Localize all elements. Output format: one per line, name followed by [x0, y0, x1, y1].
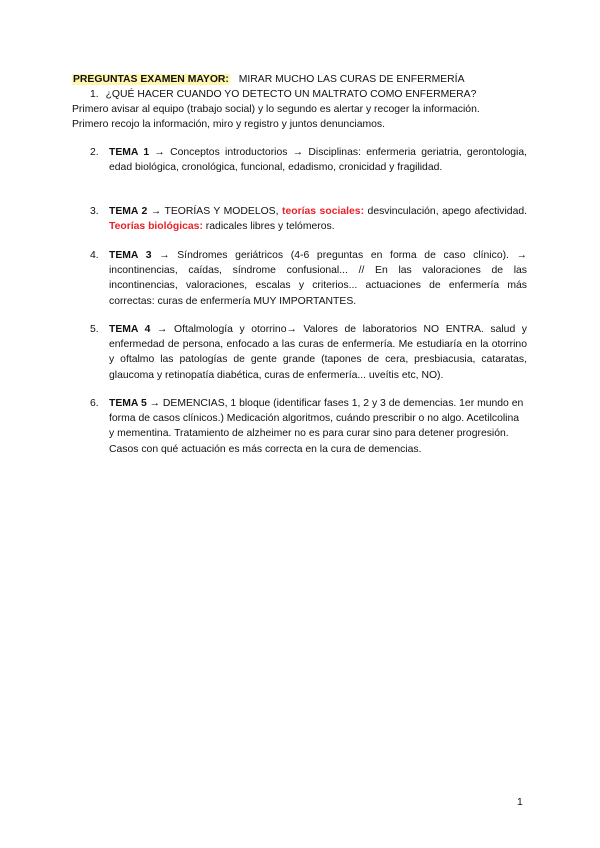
- document-title: PREGUNTAS EXAMEN MAYOR:: [73, 74, 229, 85]
- question-1-text: ¿QUÉ HACER CUANDO YO DETECTO UN MALTRATO COMO ENFERMERA?: [105, 89, 477, 100]
- item-number: 6.: [90, 398, 99, 409]
- tema-label: TEMA 1: [109, 147, 150, 158]
- question-1-number: 1.: [90, 89, 99, 100]
- tema-label: TEMA 2: [109, 206, 148, 217]
- list-item-tema-4: [90, 322, 527, 383]
- item-extra-text: Casos con qué actuación es más correcta en la cura de demencias.: [109, 443, 422, 455]
- item-text: radicales libres y telómeros.: [202, 221, 335, 233]
- answer-paragraph: [72, 102, 532, 132]
- tema-label: TEMA 5: [109, 398, 147, 409]
- question-1: [90, 87, 540, 102]
- item-number: 2.: [90, 147, 99, 158]
- item-text: → TEORÍAS Y MODELOS,: [147, 206, 282, 217]
- item-text: desvinculación, apego afectividad.: [364, 206, 528, 217]
- tema-label: TEMA 4: [109, 324, 151, 335]
- item-body: [109, 322, 527, 383]
- list-item-tema-3: [90, 248, 527, 309]
- list-item-tema-5: [90, 396, 527, 457]
- item-text: → Conceptos introductorios → Disciplinas: enfermeria geriatria, gerontologia, edad biológica, cronológica, funcional, edadismo, cronicidad y fragilidad.: [109, 147, 527, 174]
- item-text: → Síndromes geriátricos (4-6 preguntas en forma de caso clínico). → incontinencias, caídas, síndrome confusional... // En las valoraciones de las incontinencias, valoraciones, escalas y criterios... actuaciones de enfermería más correctas: curas de enfermería MUY IMPORTANTES.: [109, 250, 528, 307]
- tema-label: TEMA 3: [109, 250, 152, 261]
- item-body: [109, 204, 527, 234]
- item-number: 3.: [90, 206, 99, 217]
- header-line: [72, 72, 542, 87]
- item-number: 4.: [90, 250, 99, 261]
- item-text: → Oftalmología y otorrino→ Valores de laboratorios NO ENTRA. salud y enfermedad de persona, enfocado a las curas de enfermería. Me estudiaría en la otorrino y oftalmo las patologías de gente grande (tapones de cera, presbiacusia, cataratas, glaucoma y retinopatía diabética, curas de enfermería... uveítis etc, NO).: [109, 324, 528, 381]
- answer-line-1: Primero avisar al equipo (trabajo social) y lo segundo es alertar y recoger la información.: [72, 104, 480, 115]
- item-text: → DEMENCIAS, 1 bloque (identificar fases 1, 2 y 3 de demencias. 1er mundo en forma de casos clínicos.) Medicación algoritmos, cuándo prescribir o no algo. Acetilcolina y mementina. Tratamiento de alzheimer no es para curar sino para detener progresión.: [109, 398, 524, 440]
- item-body: [109, 248, 527, 309]
- list-item-tema-1: [90, 145, 527, 175]
- teorias-biologicas-label: Teorías biológicas:: [109, 221, 203, 233]
- teorias-sociales-label: teorías sociales:: [282, 206, 365, 217]
- answer-line-2: Primero recojo la información, miro y registro y juntos denunciamos.: [72, 119, 385, 131]
- list-item-tema-2: [90, 204, 527, 234]
- item-body: [109, 145, 527, 175]
- document-subtitle: MIRAR MUCHO LAS CURAS DE ENFERMERÍA: [238, 74, 465, 85]
- item-body: [109, 396, 527, 457]
- item-number: 5.: [90, 324, 99, 335]
- page-number: 1: [517, 797, 523, 808]
